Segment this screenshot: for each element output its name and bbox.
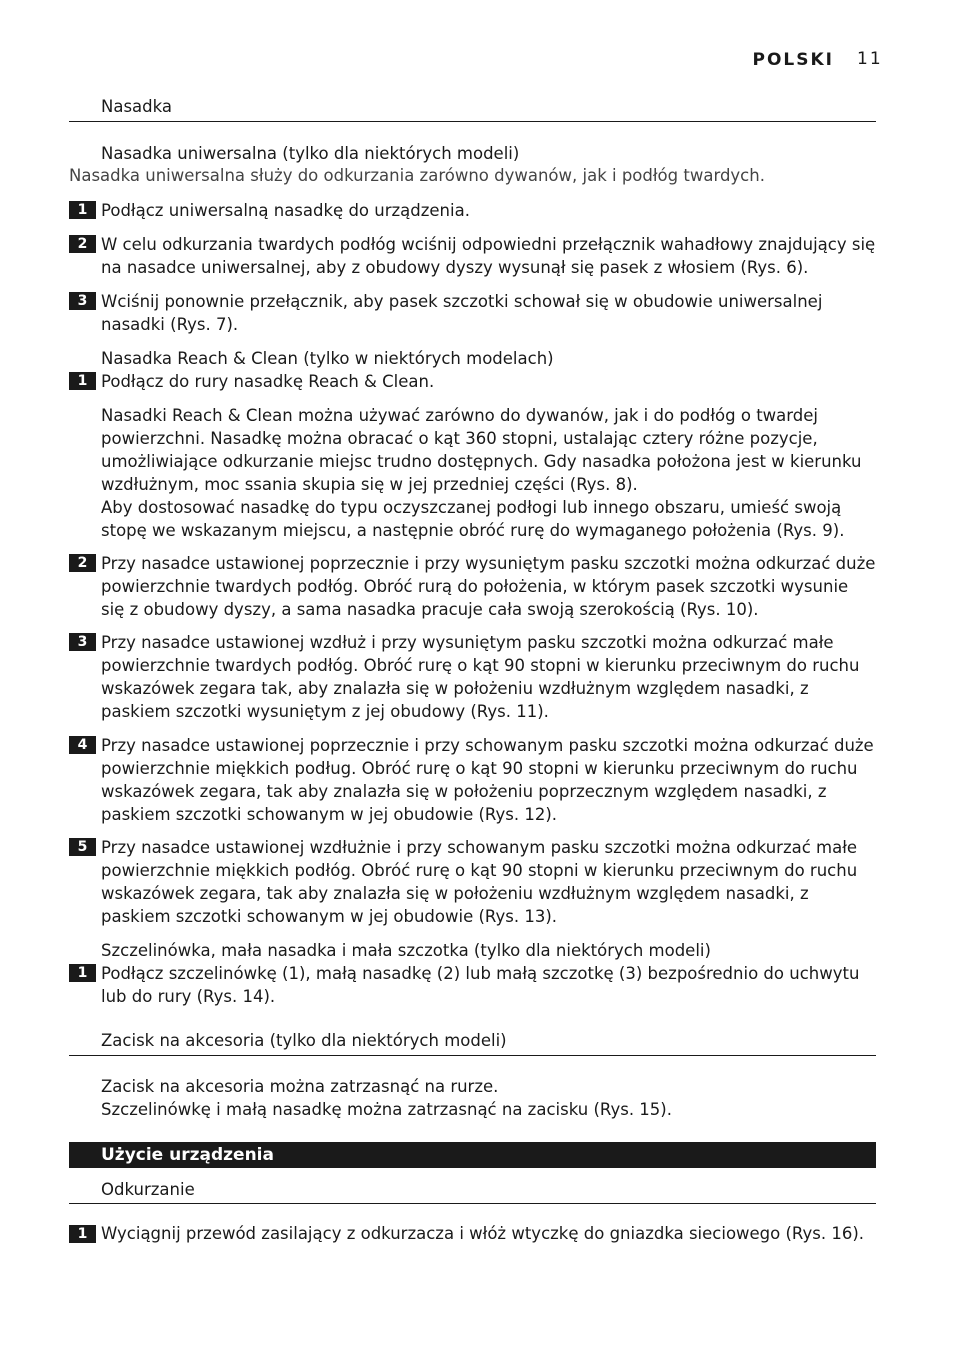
step-number: 1 [69, 964, 96, 982]
intro-universal-nozzle: Nasadka uniwersalna służy do odkurzania zarówno dywanów, jak i podłóg twardych. [69, 166, 765, 185]
step-number: 3 [69, 633, 96, 651]
step-number: 1 [69, 1225, 96, 1243]
page-number: 11 [857, 49, 883, 69]
step-text: Przy nasadce ustawionej poprzecznie i przy schowanym pasku szczotki można odkurzać duże powierzchnie miękkich podług. Obróć rurę o kąt 90 stopni w kierunku przeciwnym do ruchu wskazówek zegara, tak aby znalazła się w położeniu poprzecznym względem nasadki, z paskiem szczotki schowanym w jej obudowie (Rys. 12). [101, 736, 874, 824]
chapter-title: Użycie urządzenia [101, 1145, 274, 1165]
paragraph-reach-clean: Nasadki Reach & Clean można używać zarówno do dywanów, jak i do podłóg o twardej powierzchni. Nasadkę można obracać o kąt 360 stopni, ustalając cztery różne pozycje, umożliwiające odkurzanie miejsc trudno dostępnych. Gdy nasadka położona jest w kierunku wzdłużnym, moc ssania skupia się w jej przedniej części (Rys. 8). [101, 406, 862, 494]
paragraph-reach-clean-adjust: Aby dostosować nasadkę do typu oczyszczanej podłogi lub innego obszaru, umieść swoją stopę we wskazanym miejscu, a następnie obróć rurę do wymaganego położenia (Rys. 9). [101, 498, 845, 540]
step-text: Podłącz uniwersalną nasadkę do urządzenia. [101, 201, 470, 220]
step-text: Przy nasadce ustawionej wzdłużnie i przy schowanym pasku szczotki można odkurzać małe powierzchnie miękkich podłóg. Obróć rurę o kąt 90 stopni w kierunku przeciwnym do ruchu wskazówek zegara, tak aby znalazła się w położeniu wzdłużnym względem nasadki, z paskiem szczotki schowanym w jej obudowie (Rys. 13). [101, 838, 858, 926]
subheading-crevice-tool: Szczelinówka, mała nasadka i mała szczotka (tylko dla niektórych modeli) [101, 941, 711, 960]
step-text: Przy nasadce ustawionej poprzecznie i przy wysuniętym pasku szczotki można odkurzać duże powierzchnie twardych podłóg. Obróć rurą do położenia, w którym pasek szczotki wysunie się z obudowy dyszy, a sama nasadka pracuje cała swoją szerokością (Rys. 10). [101, 554, 876, 619]
step-text: W celu odkurzania twardych podłóg wciśnij odpowiedni przełącznik wahadłowy znajdujący się na nasadce uniwersalnej, aby z obudowy dyszy wysunął się pasek z włosiem (Rys. 6). [101, 235, 876, 277]
step-number: 1 [69, 201, 96, 219]
heading-rule [69, 1055, 876, 1056]
step-number: 2 [69, 235, 96, 253]
subheading-reach-clean: Nasadka Reach & Clean (tylko w niektórych modelach) [101, 349, 554, 368]
section-heading-nasadka: Nasadka [101, 97, 173, 116]
heading-rule [69, 1203, 876, 1204]
step-number: 5 [69, 838, 96, 856]
accessory-clip-line: Szczelinówkę i małą nasadkę można zatrzasnąć na zacisku (Rys. 15). [101, 1100, 672, 1119]
heading-rule [69, 121, 876, 122]
step-text: Podłącz szczelinówkę (1), małą nasadkę (2) lub małą szczotkę (3) bezpośrednio do uchwytu lub do rury (Rys. 14). [101, 964, 860, 1006]
section-heading-vacuuming: Odkurzanie [101, 1180, 195, 1199]
step-text: Przy nasadce ustawionej wzdłuż i przy wysuniętym pasku szczotki można odkurzać małe powierzchnie twardych podłóg. Obróć rurę o kąt 90 stopni w kierunku przeciwnym do ruchu wskazówek zegara tak, aby znalazła się w położeniu wzdłużnym względem nasadki, z paskiem szczotki wysuniętym z jej obudowy (Rys. 11). [101, 633, 860, 721]
step-text: Podłącz do rury nasadkę Reach & Clean. [101, 372, 435, 391]
header-language: POLSKI [752, 50, 834, 70]
step-text: Wciśnij ponownie przełącznik, aby pasek szczotki schował się w obudowie uniwersalnej nasadki (Rys. 7). [101, 292, 823, 334]
step-number: 2 [69, 554, 96, 572]
section-heading-accessory-clip: Zacisk na akcesoria (tylko dla niektórych modeli) [101, 1031, 507, 1050]
step-text: Wyciągnij przewód zasilający z odkurzacza i włóż wtyczkę do gniazdka sieciowego (Rys. 16). [101, 1224, 865, 1243]
step-number: 3 [69, 292, 96, 310]
subheading-universal-nozzle: Nasadka uniwersalna (tylko dla niektórych modeli) [101, 144, 520, 163]
step-number: 4 [69, 736, 96, 754]
accessory-clip-line: Zacisk na akcesoria można zatrzasnąć na rurze. [101, 1077, 499, 1096]
step-number: 1 [69, 372, 96, 390]
chapter-bar [69, 1142, 876, 1168]
